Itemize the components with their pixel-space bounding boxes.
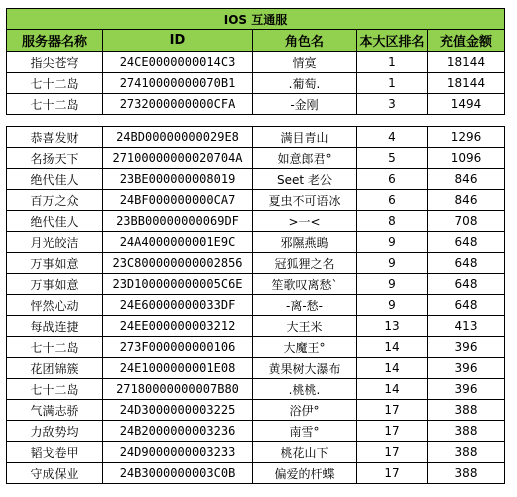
cell-server: 恭喜发财: [7, 127, 103, 148]
cell-id: 24D3000000003225: [103, 400, 253, 421]
cell-server: 指尖苍穹: [7, 52, 103, 73]
cell-rank: 17: [357, 400, 428, 421]
cell-role: .桃桃.: [253, 379, 357, 400]
cell-role: 大王米: [253, 316, 357, 337]
table-row: [7, 295, 505, 316]
cell-amount: 396: [428, 358, 505, 379]
cell-role: .葡萄.: [253, 73, 357, 94]
cell-id: 27180000000007B80: [103, 379, 253, 400]
cell-id: 2732000000000CFA: [103, 94, 253, 115]
cell-server: 名扬天下: [7, 148, 103, 169]
cell-rank: 14: [357, 379, 428, 400]
cell-rank: 6: [357, 190, 428, 211]
cell-server: 月光皎洁: [7, 232, 103, 253]
cell-server: 气满志骄: [7, 400, 103, 421]
cell-server: 七十二岛: [7, 73, 103, 94]
cell-amount: 1096: [428, 148, 505, 169]
cell-amount: 396: [428, 379, 505, 400]
bottom-ranking-table: [6, 126, 505, 484]
cell-amount: 1494: [428, 94, 505, 115]
table-row: [7, 127, 505, 148]
cell-id: 24B2000000003236: [103, 421, 253, 442]
cell-id: 23C800000000002856: [103, 253, 253, 274]
table-row: [7, 52, 505, 73]
cell-server: 力敌势均: [7, 421, 103, 442]
cell-amount: 708: [428, 211, 505, 232]
bottom-rows: [7, 127, 505, 484]
table-row: [7, 400, 505, 421]
cell-role: 桃花山下: [253, 442, 357, 463]
cell-server: 万事如意: [7, 253, 103, 274]
header-amount: 充值金额: [428, 30, 505, 52]
table-row: [7, 148, 505, 169]
cell-id: 24EE000000003212: [103, 316, 253, 337]
cell-role: >一<: [253, 211, 357, 232]
table-row: [7, 316, 505, 337]
cell-amount: 648: [428, 295, 505, 316]
table-row: [7, 337, 505, 358]
cell-server: 绝代佳人: [7, 169, 103, 190]
cell-role: Seet 老公: [253, 169, 357, 190]
cell-id: 24A4000000001E9C: [103, 232, 253, 253]
cell-rank: 9: [357, 232, 428, 253]
cell-id: 27100000000020704A: [103, 148, 253, 169]
cell-role: 笙歌叹离愁`: [253, 274, 357, 295]
cell-amount: 18144: [428, 52, 505, 73]
cell-id: 24E1000000001E08: [103, 358, 253, 379]
cell-id: 273F000000000106: [103, 337, 253, 358]
header-role: 角色名: [253, 30, 357, 52]
header-id: ID: [103, 30, 253, 52]
cell-rank: 1: [357, 73, 428, 94]
table-title: IOS 互通服: [7, 9, 505, 30]
cell-role: 满目青山: [253, 127, 357, 148]
cell-amount: 396: [428, 337, 505, 358]
cell-amount: 648: [428, 253, 505, 274]
cell-rank: 14: [357, 337, 428, 358]
cell-server: 每战连捷: [7, 316, 103, 337]
cell-rank: 9: [357, 253, 428, 274]
cell-amount: 1296: [428, 127, 505, 148]
cell-id: 23D100000000005C6E: [103, 274, 253, 295]
table-row: [7, 190, 505, 211]
cell-amount: 648: [428, 232, 505, 253]
cell-server: 怦然心动: [7, 295, 103, 316]
table-row: [7, 274, 505, 295]
cell-id: 24CE0000000014C3: [103, 52, 253, 73]
cell-role: 浴伊°: [253, 400, 357, 421]
table-row: [7, 73, 505, 94]
cell-server: 万事如意: [7, 274, 103, 295]
top-ranking-table: [6, 8, 505, 115]
top-rows: [7, 52, 505, 115]
cell-server: 七十二岛: [7, 337, 103, 358]
cell-role: 情寞: [253, 52, 357, 73]
cell-role: 大魔王°: [253, 337, 357, 358]
cell-server: 韬戈卷甲: [7, 442, 103, 463]
cell-rank: 5: [357, 148, 428, 169]
table-row: [7, 253, 505, 274]
cell-role: 夏虫不可语冰: [253, 190, 357, 211]
cell-rank: 9: [357, 295, 428, 316]
cell-amount: 388: [428, 400, 505, 421]
cell-rank: 14: [357, 358, 428, 379]
cell-rank: 4: [357, 127, 428, 148]
cell-role: 冠狐狸之名: [253, 253, 357, 274]
cell-amount: 388: [428, 421, 505, 442]
cell-amount: 413: [428, 316, 505, 337]
cell-id: 27410000000070B1: [103, 73, 253, 94]
table-row: [7, 94, 505, 115]
cell-amount: 388: [428, 463, 505, 484]
cell-rank: 13: [357, 316, 428, 337]
cell-rank: 8: [357, 211, 428, 232]
table-title-row: [7, 9, 505, 30]
cell-id: 24D9000000003233: [103, 442, 253, 463]
cell-server: 百万之众: [7, 190, 103, 211]
cell-id: 24BD00000000029E8: [103, 127, 253, 148]
cell-amount: 846: [428, 169, 505, 190]
cell-rank: 9: [357, 274, 428, 295]
cell-server: 花团锦簇: [7, 358, 103, 379]
cell-role: 偏爱的杆蝶: [253, 463, 357, 484]
cell-rank: 1: [357, 52, 428, 73]
table-row: [7, 421, 505, 442]
cell-amount: 846: [428, 190, 505, 211]
cell-id: 24B3000000003C0B: [103, 463, 253, 484]
cell-amount: 18144: [428, 73, 505, 94]
cell-id: 24BF000000000CA7: [103, 190, 253, 211]
cell-server: 绝代佳人: [7, 211, 103, 232]
header-rank: 本大区排名: [357, 30, 428, 52]
table-row: [7, 379, 505, 400]
table-row: [7, 442, 505, 463]
cell-server: 七十二岛: [7, 94, 103, 115]
cell-role: -离-愁-: [253, 295, 357, 316]
cell-id: 23BE000000008019: [103, 169, 253, 190]
table-row: [7, 169, 505, 190]
cell-server: 七十二岛: [7, 379, 103, 400]
cell-amount: 388: [428, 442, 505, 463]
table-row: [7, 358, 505, 379]
cell-rank: 6: [357, 169, 428, 190]
cell-role: 黄果树大瀑布: [253, 358, 357, 379]
header-server: 服务器名称: [7, 30, 103, 52]
cell-role: 南雪°: [253, 421, 357, 442]
cell-amount: 648: [428, 274, 505, 295]
table-row: [7, 463, 505, 484]
table-row: [7, 211, 505, 232]
cell-rank: 17: [357, 442, 428, 463]
table-row: [7, 232, 505, 253]
header-row: [7, 30, 505, 52]
cell-role: -金刚: [253, 94, 357, 115]
cell-role: 如意郎君°: [253, 148, 357, 169]
cell-rank: 17: [357, 463, 428, 484]
cell-id: 23BB00000000069DF: [103, 211, 253, 232]
cell-server: 守成保业: [7, 463, 103, 484]
cell-role: 邪隰燕鴡: [253, 232, 357, 253]
cell-rank: 17: [357, 421, 428, 442]
cell-id: 24E60000000033DF: [103, 295, 253, 316]
cell-rank: 3: [357, 94, 428, 115]
